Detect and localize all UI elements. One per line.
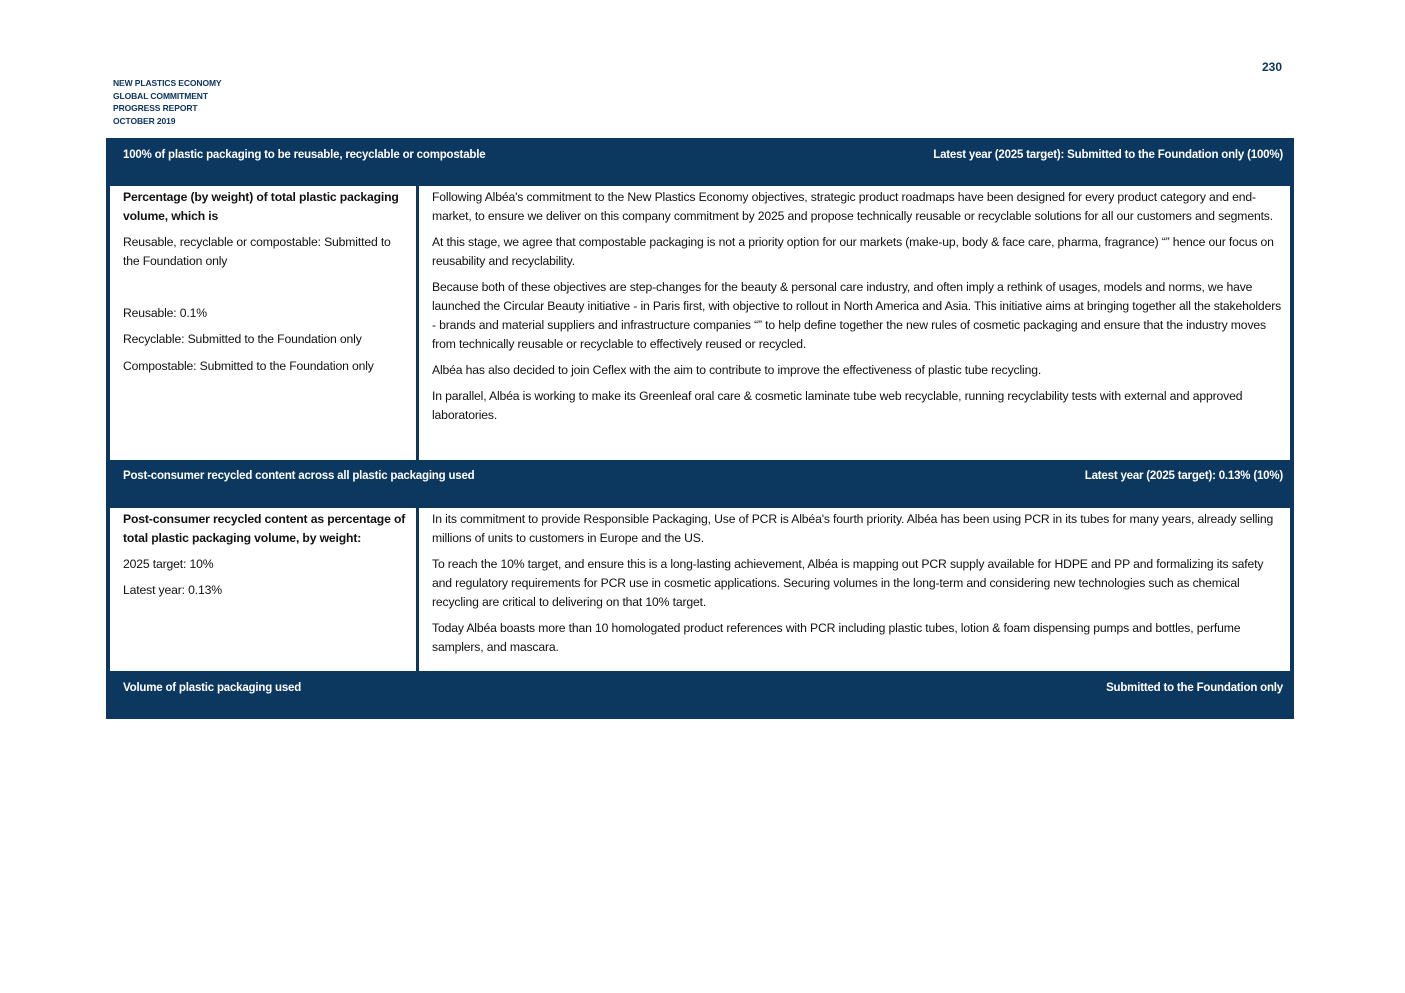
section1-paragraph: In parallel, Albéa is working to make its Greenleaf oral care & cosmetic laminate tube web recyclable, running recyclability tests with external and approved laboratories.: [432, 389, 1243, 422]
header-line: GLOBAL COMMITMENT: [113, 90, 208, 101]
section1-metrics-cell: [110, 186, 416, 460]
section1-paragraph: At this stage, we agree that compostable packaging is not a priority option for our markets (make-up, body & face care, pharma, fragrance) “” hence our focus on reusability and recyclability.: [432, 235, 1274, 268]
section1-paragraph: Albéa has also decided to join Ceflex with the aim to contribute to improve the effectiveness of plastic tube recycling.: [432, 362, 1042, 377]
section2-target-value: 2025 target: 10%: [123, 557, 214, 572]
section1-reusable-value: Reusable: 0.1%: [123, 306, 207, 321]
section3-status: Submitted to the Foundation only: [1106, 682, 1283, 694]
header-line: NEW PLASTICS ECONOMY: [113, 78, 222, 88]
header-line: OCTOBER 2019: [113, 115, 176, 126]
section2-paragraph: To reach the 10% target, and ensure this is a long-lasting achievement, Albéa is mapping out PCR supply available for HDPE and PP and formalizing its safety and regulatory requirements for PCR use in cosmetic applications. Securing volumes in the long-term and considering new technologies such as chemical recycling are critical to delivering on that 10% target.: [432, 557, 1264, 609]
section1-total-value: Reusable, recyclable or compostable: Submitted to the Foundation only: [123, 235, 391, 268]
section2-paragraph: Today Albéa boasts more than 10 homologated product references with PCR including plastic tubes, lotion & foam dispensing pumps and bottles, perfume samplers, and mascara.: [432, 620, 1241, 654]
section1-metric-heading: Percentage (by weight) of total plastic packaging volume, which is: [123, 190, 399, 223]
section2-metric-heading: Post-consumer recycled content as percentage of total plastic packaging volume, by weight:: [123, 512, 406, 545]
section1-title: 100% of plastic packaging to be reusable, recyclable or compostable: [123, 149, 486, 161]
report-header: [113, 77, 222, 127]
section2-metrics-cell: [110, 508, 416, 671]
page-number: 230: [1262, 60, 1283, 74]
section2-narrative-cell: [419, 508, 1290, 671]
section2-paragraph: In its commitment to provide Responsible Packaging, Use of PCR is Albéa's fourth priority. Albéa has been using PCR in its tubes for many years, already selling millions of units to customers in Europe and the US.: [432, 512, 1274, 545]
header-line: PROGRESS REPORT: [113, 103, 198, 113]
section1-paragraph: Following Albéa's commitment to the New Plastics Economy objectives, strategic product roadmaps have been designed for every product category and end-market, to ensure we deliver on this company commitment by 2025 and propose technically reusable or recyclable solutions for all our customers and segments.: [432, 190, 1273, 223]
section1-recyclable-value: Recyclable: Submitted to the Foundation only: [123, 332, 362, 347]
section2-latest-value: Latest year: 0.13%: [123, 583, 222, 598]
section2-status: Latest year (2025 target): 0.13% (10%): [1084, 470, 1283, 482]
section3-title: Volume of plastic packaging used: [123, 682, 302, 694]
section2-title: Post-consumer recycled content across all plastic packaging used: [123, 470, 475, 482]
section1-paragraph: Because both of these objectives are step-changes for the beauty & personal care industry, and often imply a rethink of usages, models and norms, we have launched the Circular Beauty initiative - in Paris first, with objective to rollout in North America and Asia. This initiative aims at bringing together all the stakeholders - brands and material suppliers and infrastructure companies “” to help define together the new rules of cosmetic packaging and ensure that the industry moves from technically reusable or recyclable to effectively reused or recycled.: [432, 280, 1282, 351]
commitment-table: [106, 138, 1294, 719]
section1-compostable-value: Compostable: Submitted to the Foundation only: [123, 358, 374, 373]
section1-status: Latest year (2025 target): Submitted to the Foundation only (100%): [933, 149, 1283, 161]
section1-narrative-cell: [419, 186, 1290, 460]
